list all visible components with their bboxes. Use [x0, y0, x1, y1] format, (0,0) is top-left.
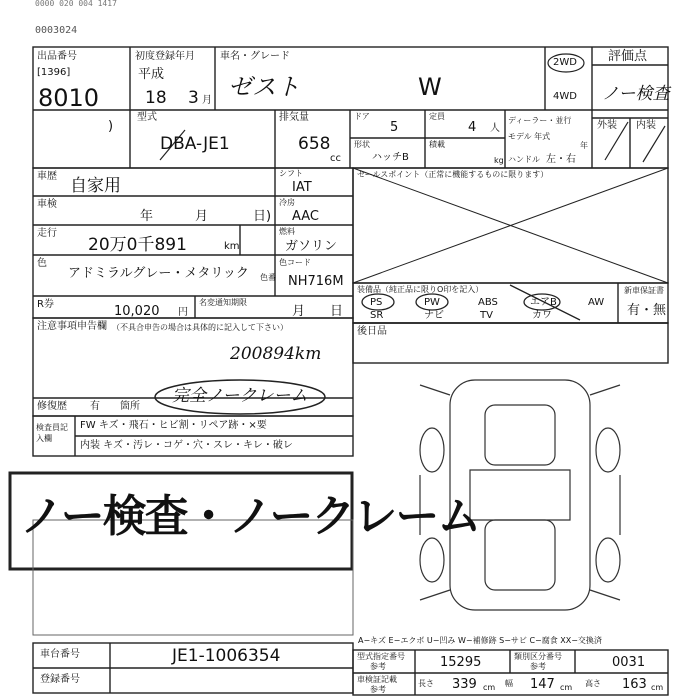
color-no-top: 色コード [279, 258, 311, 267]
equipment-airbag: エアB [530, 297, 557, 308]
category-sub: 参考 [530, 662, 546, 671]
mileage-label: 走行 [37, 228, 57, 239]
equipment-tv: TV [480, 310, 493, 321]
equipment-abs: ABS [478, 297, 498, 308]
dealer-label: ディーラー・並行 [508, 116, 572, 125]
after-day-label: 後日品 [357, 326, 387, 337]
first-reg-label: 初度登録年月 [135, 51, 195, 62]
handle-label: ハンドル [508, 155, 540, 164]
inspection-year: 年 [140, 209, 154, 224]
mileage-unit: km [224, 241, 240, 252]
equipment-ps: PS [370, 297, 383, 308]
reg-no-label: 登録番号 [40, 674, 80, 685]
inspection-day: 日) [253, 209, 272, 224]
length-label: 長さ [418, 679, 434, 688]
color-no-label: 色番 [260, 273, 276, 282]
doors-value: 5 [390, 120, 399, 135]
drive-4wd: 4WD [553, 91, 577, 102]
category-value: 0031 [612, 655, 646, 670]
color-label: 色 [37, 258, 47, 269]
type-designation-sub: 参考 [370, 662, 386, 671]
model-value: DBA-JE1 [160, 134, 230, 154]
height-unit: cm [651, 683, 664, 692]
doors-label: ドア [354, 112, 370, 121]
handle-value: 左・右 [546, 154, 576, 165]
exterior-label: 外装 [597, 120, 617, 131]
load-unit: kg [494, 156, 504, 165]
notes-handwritten: 200894km [230, 344, 322, 364]
car-grade: W [418, 73, 442, 101]
inspector-row1: FW キズ・飛石・ヒビ割・リペア跡・×要 [80, 420, 267, 431]
repair-value: 有 [90, 401, 100, 412]
interior-label: 内装 [636, 120, 656, 131]
dims-sub: 参考 [370, 685, 386, 694]
top-scrap: 0000 020 004 1417 [35, 0, 117, 8]
dealer-model-year: モデル 年式 [508, 132, 551, 141]
top-number: 0003024 [35, 25, 78, 36]
r-tax-label: R券 [37, 299, 54, 310]
type-designation-value: 15295 [440, 655, 482, 670]
width-label: 幅 [505, 679, 513, 688]
stamp-handwritten: 完全ノークレーム [172, 386, 308, 406]
first-reg-era: 平成 [138, 67, 165, 82]
color-no-value: NH716M [288, 274, 344, 289]
repair-unit: 箇所 [120, 401, 140, 412]
drive-2wd: 2WD [553, 57, 577, 68]
length-unit: cm [483, 683, 496, 692]
eval-value: ノー検査 [602, 84, 670, 104]
shift-label: シフト [279, 169, 303, 178]
capacity-value: 4 [468, 120, 477, 135]
first-reg-month-unit: 月 [202, 95, 212, 106]
width-value: 147 [530, 677, 555, 692]
inspector-label: 検査員記入欄 [36, 423, 68, 443]
car-name: ゼスト [228, 73, 300, 101]
selling-points-label: セールスポイント（正常に機能するものに限ります） [357, 170, 549, 179]
ac-value: AAC [292, 209, 319, 224]
equipment-pw: PW [424, 297, 440, 308]
chassis-label: 車台番号 [40, 649, 80, 660]
shape-label: 形状 [354, 140, 370, 149]
notes-label: 注意事項申告欄 [37, 321, 107, 332]
displacement-label: 排気量 [279, 112, 309, 123]
height-value: 163 [622, 677, 647, 692]
big-stamp-text: ノー検査・ノークレーム [20, 491, 480, 542]
fuel-value: ガソリン [285, 239, 338, 254]
width-unit: cm [560, 683, 573, 692]
equipment-sr: SR [370, 310, 384, 321]
legend-text: A−キズ E−エクボ U−凹み W−補修跡 S−サビ C−腐食 XX−交換済 [358, 636, 602, 645]
repair-label: 修復歴 [37, 401, 67, 412]
displacement-value: 658 [298, 134, 331, 154]
dims-label: 車検証記載 [357, 675, 397, 684]
mileage-value: 20万0千891 [88, 235, 187, 255]
notes-sub: （不具合申告の場合は具体的に記入して下さい） [112, 323, 288, 332]
fuel-label: 燃料 [279, 227, 295, 236]
first-reg-month: 3 [188, 88, 199, 108]
capacity-unit: 人 [490, 123, 500, 134]
color-value: アドミラルグレー・メタリック [68, 266, 249, 281]
inspection-label: 車検 [37, 199, 57, 210]
category-label: 類別区分番号 [514, 652, 562, 661]
car-label: 車名・グレード [220, 51, 290, 62]
first-reg-year: 18 [145, 88, 167, 108]
dealer-year-unit: 年 [580, 141, 588, 150]
inspector-row2: 内装 キズ・汚レ・コゲ・穴・スレ・キレ・破レ [80, 440, 293, 451]
lot-paren: ) [108, 119, 114, 134]
capacity-label: 定員 [429, 112, 445, 121]
chassis-value: JE1-1006354 [172, 646, 281, 666]
equipment-label: 装備品（純正品に限りO印を記入） [357, 285, 484, 294]
load-label: 積載 [429, 140, 445, 149]
lot-sub: [1396] [37, 67, 71, 78]
lot-number: 8010 [38, 84, 100, 112]
r-tax-value: 10,020 [114, 304, 160, 319]
history-value: 自家用 [70, 176, 121, 196]
name-change-day: 日 [330, 304, 344, 319]
equipment-aw: AW [588, 297, 605, 308]
warranty-label: 新車保証書 [624, 286, 664, 295]
r-tax-unit: 円 [178, 307, 188, 318]
equipment-leather: カワ [532, 310, 552, 321]
ac-label: 冷房 [279, 198, 295, 207]
length-value: 339 [452, 677, 477, 692]
lot-label: 出品番号 [37, 51, 77, 62]
inspection-month: 月 [195, 209, 209, 224]
model-label: 型式 [137, 112, 157, 123]
warranty-value: 有・無 [627, 303, 667, 318]
displacement-unit: cc [330, 153, 341, 164]
height-label: 高さ [585, 679, 601, 688]
shape-value: ハッチB [372, 152, 409, 163]
type-designation-label: 型式指定番号 [357, 652, 405, 661]
shift-value: IAT [292, 180, 312, 195]
name-change-label: 名変通知期限 [199, 298, 247, 307]
name-change-month: 月 [292, 304, 306, 319]
equipment-navi: ナビ [424, 310, 444, 321]
eval-label: 評価点 [608, 49, 648, 64]
history-label: 車歴 [37, 171, 57, 182]
